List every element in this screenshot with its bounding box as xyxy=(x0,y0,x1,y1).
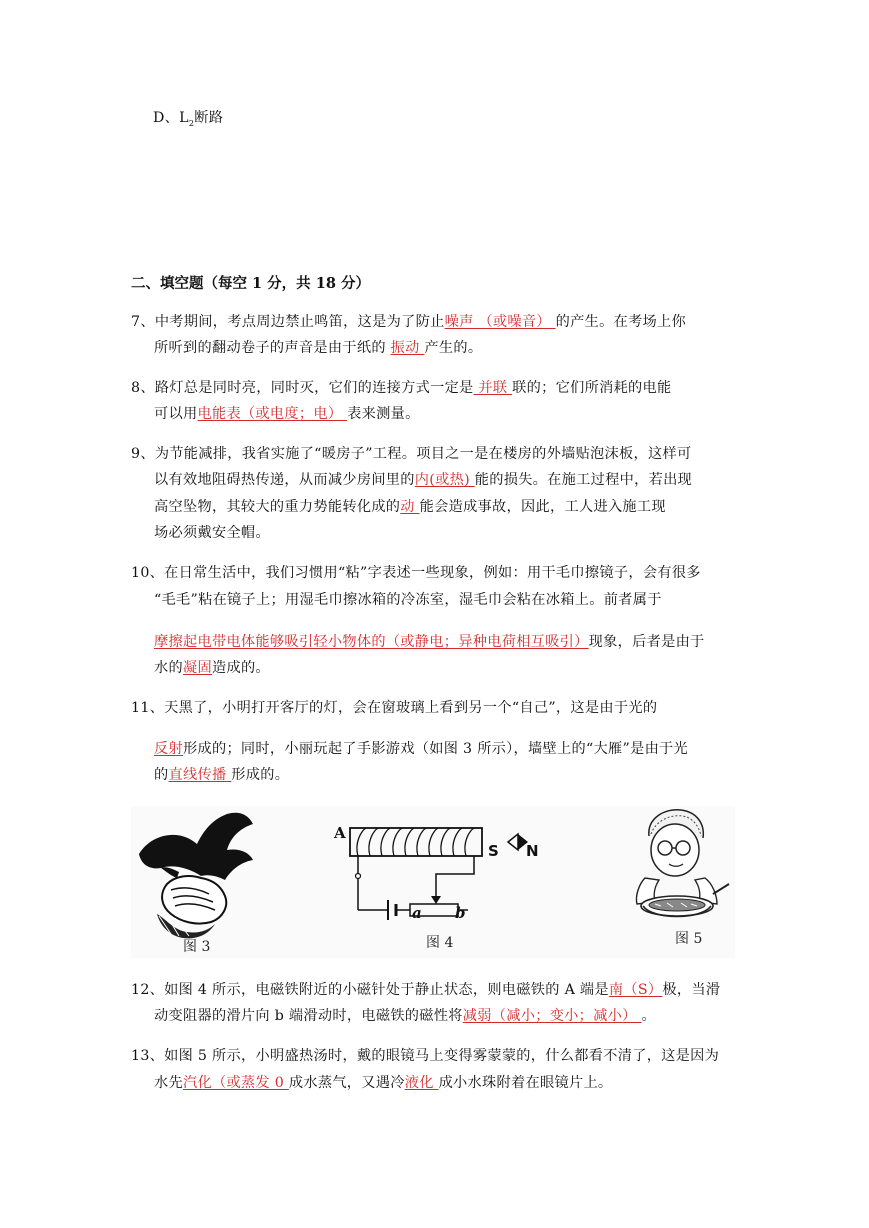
q7-text: 的产生。在考场上你 xyxy=(555,314,687,330)
q7-text: 产生的。 xyxy=(424,340,483,356)
q11-line1: 11、天黑了，小明打开客厅的灯，会在窗玻璃上看到另一个“自己”，这是由于光的 xyxy=(131,700,658,716)
option-d-suffix: 断路 xyxy=(194,110,224,126)
q12-answer-1: 南（S） xyxy=(608,982,663,998)
q9-text: 能的损失。在施工过程中，若出现 xyxy=(474,472,693,488)
q8-answer-2: 电能表（或电度；电） xyxy=(197,406,348,422)
q12-text: 极，当滑 xyxy=(662,982,721,998)
q10-answer-2: 凝固 xyxy=(182,660,212,676)
fig3-caption: 图 3 xyxy=(183,939,211,955)
q11-line3 xyxy=(154,762,289,788)
fig5-caption: 图 5 xyxy=(675,931,703,947)
q11-answer-2: 直线传播 xyxy=(168,767,232,783)
q10-line3 xyxy=(154,629,705,655)
q9-line4: 场必须戴安全帽。 xyxy=(154,525,270,541)
q11-text: 形成的；同时，小丽玩起了手影游戏（如图 3 所示），墙壁上的“大雁”是由于光 xyxy=(182,741,689,757)
q10-line1: 10、在日常生活中，我们习惯用“粘”字表述一些现象，例如：用干毛巾擦镜子，会有很多 xyxy=(131,565,701,581)
q10-line2: “毛毛”粘在镜子上；用湿毛巾擦冰箱的冷冻室，湿毛巾会粘在冰箱上。前者属于 xyxy=(154,592,662,608)
q12-text: 动变阻器的滑片向 b 端滑动时，电磁铁的磁性将 xyxy=(154,1008,463,1024)
q8-text: 8、路灯总是同时亮，同时灭，它们的连接方式一定是 xyxy=(131,380,474,396)
q11-answer-1: 反射 xyxy=(154,741,183,757)
q13-text: 水先 xyxy=(154,1075,183,1091)
q13-text: 成水蒸气，又遇冷 xyxy=(288,1075,405,1091)
q13-line2 xyxy=(154,1070,612,1096)
q8-text: 表来测量。 xyxy=(347,406,420,422)
q8-line1 xyxy=(131,375,672,401)
q8-answer-1: 并联 xyxy=(473,380,513,396)
q12-line2 xyxy=(154,1003,656,1029)
q13-answer-1: 汽化（或蒸发 0 xyxy=(182,1075,289,1091)
q12-line1 xyxy=(131,977,720,1003)
q10-text: 现象，后者是由于 xyxy=(588,634,705,650)
fig4-circuit-diagram xyxy=(330,818,560,930)
q9-line3 xyxy=(154,494,666,520)
q10-text: 水的 xyxy=(154,660,183,676)
q7-answer-2: 振动 xyxy=(390,340,425,356)
q10-line4 xyxy=(154,655,270,681)
option-d-subscript: 2 xyxy=(188,118,195,128)
q13-line1: 13、如图 5 所示，小明盛热汤时，戴的眼镜马上变得雾蒙蒙的，什么都看不清了，这是因为 xyxy=(131,1048,720,1064)
q13-text: 成小水珠附着在眼镜片上。 xyxy=(438,1075,613,1091)
q7-answer-1: 噪声 （或噪音） xyxy=(444,314,556,330)
fig4-label-b: b xyxy=(455,904,466,922)
q8-line2 xyxy=(154,401,420,427)
q9-answer-1: 内(或热) xyxy=(414,472,475,488)
fig4-caption: 图 4 xyxy=(426,935,454,951)
q12-text: 。 xyxy=(641,1008,656,1024)
q10-answer-1: 摩擦起电带电体能够吸引轻小物体的（或静电；异种电荷相互吸引） xyxy=(154,634,589,650)
q7-text: 所听到的翻动卷子的声音是由于纸的 xyxy=(154,340,391,356)
q12-answer-2: 减弱（减小；变小；减小） xyxy=(462,1008,642,1024)
q11-text: 形成的。 xyxy=(231,767,290,783)
q9-text: 能会造成事故，因此，工人进入施工现 xyxy=(419,499,666,515)
q11-text: 的 xyxy=(154,767,169,783)
q8-text: 联的；它们所消耗的电能 xyxy=(512,380,672,396)
q8-text: 可以用 xyxy=(154,406,198,422)
q9-text: 高空坠物，其较大的重力势能转化成的 xyxy=(154,499,401,515)
q13-answer-2: 液化 xyxy=(404,1075,439,1091)
fig4-label-A: A xyxy=(334,824,346,842)
fig4-label-N: N xyxy=(526,842,539,860)
fig4-label-S: S xyxy=(488,842,499,860)
fig5-boy-soup-image xyxy=(625,806,735,926)
fig4-label-a: a xyxy=(412,904,422,922)
q7-line1 xyxy=(131,309,686,335)
q9-text: 以有效地阻碍热传递，从而减少房间里的 xyxy=(154,472,415,488)
q11-line2 xyxy=(154,736,688,762)
q9-line1: 9、为节能减排，我省实施了“暖房子”工程。项目之一是在楼房的外墙贴泡沫板，这样可 xyxy=(131,446,692,462)
q7-line2 xyxy=(154,335,482,361)
option-d-prefix: D、L xyxy=(153,110,189,126)
q6-option-d xyxy=(153,105,223,137)
q10-text: 造成的。 xyxy=(211,660,270,676)
q12-text: 12、如图 4 所示，电磁铁附近的小磁针处于静止状态，则电磁铁的 A 端是 xyxy=(131,982,609,998)
q9-answer-2: 动 xyxy=(400,499,420,515)
section-title: 二、填空题（每空 1 分，共 18 分） xyxy=(131,275,370,292)
fig3-hand-shadow-image xyxy=(131,806,311,958)
q9-line2 xyxy=(154,467,692,493)
q7-text: 7、中考期间，考点周边禁止鸣笛，这是为了防止 xyxy=(131,314,445,330)
